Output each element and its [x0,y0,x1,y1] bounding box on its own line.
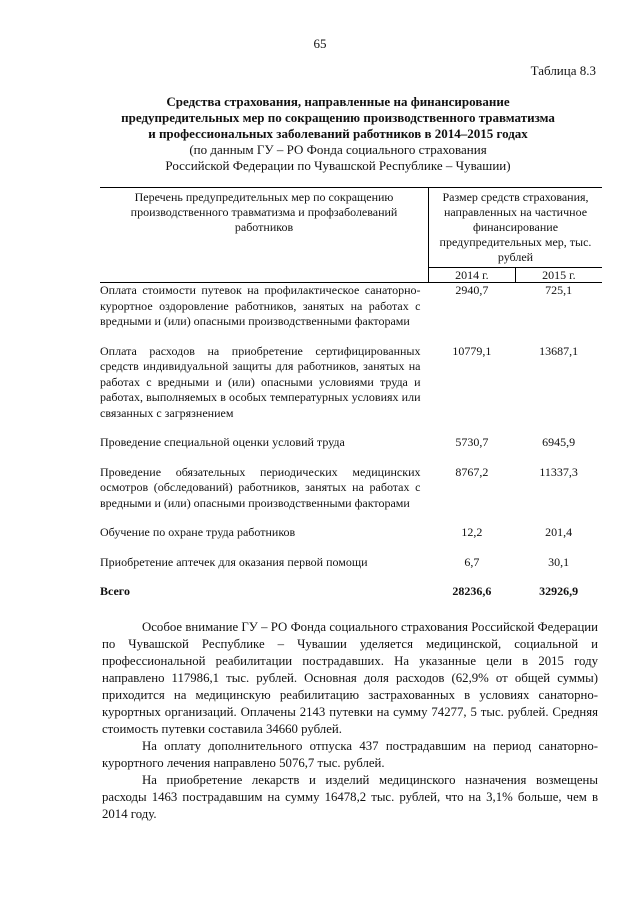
header-amount: Размер средств страхования, направленных на частичное финансирование предупредительных мер, тыс. рублей [429,188,603,268]
value-2014: 2940,7 [455,283,489,297]
row-name: Проведение специальной оценки условий труда [100,435,345,449]
paragraph: На приобретение лекарств и изделий медицинского назначения возмещены расходы 1463 пострадавшим на сумму 16478,2 тыс. рублей, что на 3,1% больше, чем в 2014 году. [102,773,598,821]
value-2015: 6945,9 [542,435,576,449]
table-row [100,555,602,571]
header-year-2014: 2014 г. [429,268,516,283]
table-total-row [100,584,602,600]
funding-table [100,187,602,600]
total-2014: 28236,6 [452,584,492,598]
total-label: Всего [100,584,130,598]
page-number: 65 [313,36,327,51]
row-name: Оплата стоимости путевок на профилактическое санаторно-курортное оздоровление работников, занятых на работах с вредными и (или) опасными производственными факторами [100,283,421,328]
value-2015: 201,4 [545,525,573,539]
title-line: и профессиональных заболеваний работников в 2014–2015 годах [148,126,528,141]
value-2014: 6,7 [464,554,480,569]
paragraph: Особое внимание ГУ – РО Фонда социального страхования Российской Федерации по Чувашской Республике – Чувашии уделяется медицинской, социальной и профессиональной реабилитации пострадавших. На указанные цели в 2015 году направлено 117986,1 тыс. рублей. Основная доля расходов (62,9% от общей суммы) приходится на медицинскую реабилитацию застрахованных в условиях санаторно-курортных организаций. Оплачены 2143 путевки на сумму 74277, 5 тыс. рублей. Средняя стоимость путевки составила 34660 рублей. [102,620,598,736]
paragraph: На оплату дополнительного отпуска 437 пострадавшим на период санаторно-курортного лечения направлено 5076,7 тыс. рублей. [102,739,598,770]
row-name: Приобретение аптечек для оказания первой помощи [100,554,368,569]
value-2014: 8767,2 [455,464,489,479]
table-row [100,283,602,330]
title-line: Средства страхования, направленные на финансирование [166,94,510,109]
table-row [100,465,602,512]
header-year-2015: 2015 г. [515,268,602,283]
body-text [102,619,598,823]
value-2015: 11337,3 [539,464,578,479]
value-2015: 13687,1 [539,343,579,358]
row-name: Проведение обязательных периодических медицинских осмотров (обследований) работников, занятых на работах с вредными и (или) опасными производственными факторами [100,464,421,510]
header-measures: Перечень предупредительных мер по сокращению производственного травматизма и профзаболеваний работников [100,188,429,283]
source-line: Российской Федерации по Чувашской Республике – Чувашии) [165,158,511,173]
table-title [96,94,580,174]
value-2015: 30,1 [548,554,570,569]
value-2014: 12,2 [461,525,483,539]
title-line: предупредительных мер по сокращению производственного травматизма [121,110,555,125]
value-2015: 725,1 [545,283,573,297]
row-name: Оплата расходов на приобретение сертифицированных средств индивидуальной защиты для работников, занятых на работах с вредными и (или) опасными условиями труда и работах, выполняемых в особых температурных условиях или связанных с загрязнением [100,343,421,420]
table-row [100,525,602,541]
source-line: (по данным ГУ – РО Фонда социального страхования [189,142,487,157]
table-label: Таблица 8.3 [530,63,596,78]
table-row [100,435,602,451]
row-name: Обучение по охране труда работников [100,525,296,539]
table-row [100,344,602,422]
total-2015: 32926,9 [539,584,579,598]
value-2014: 5730,7 [455,435,489,449]
value-2014: 10779,1 [452,343,492,358]
